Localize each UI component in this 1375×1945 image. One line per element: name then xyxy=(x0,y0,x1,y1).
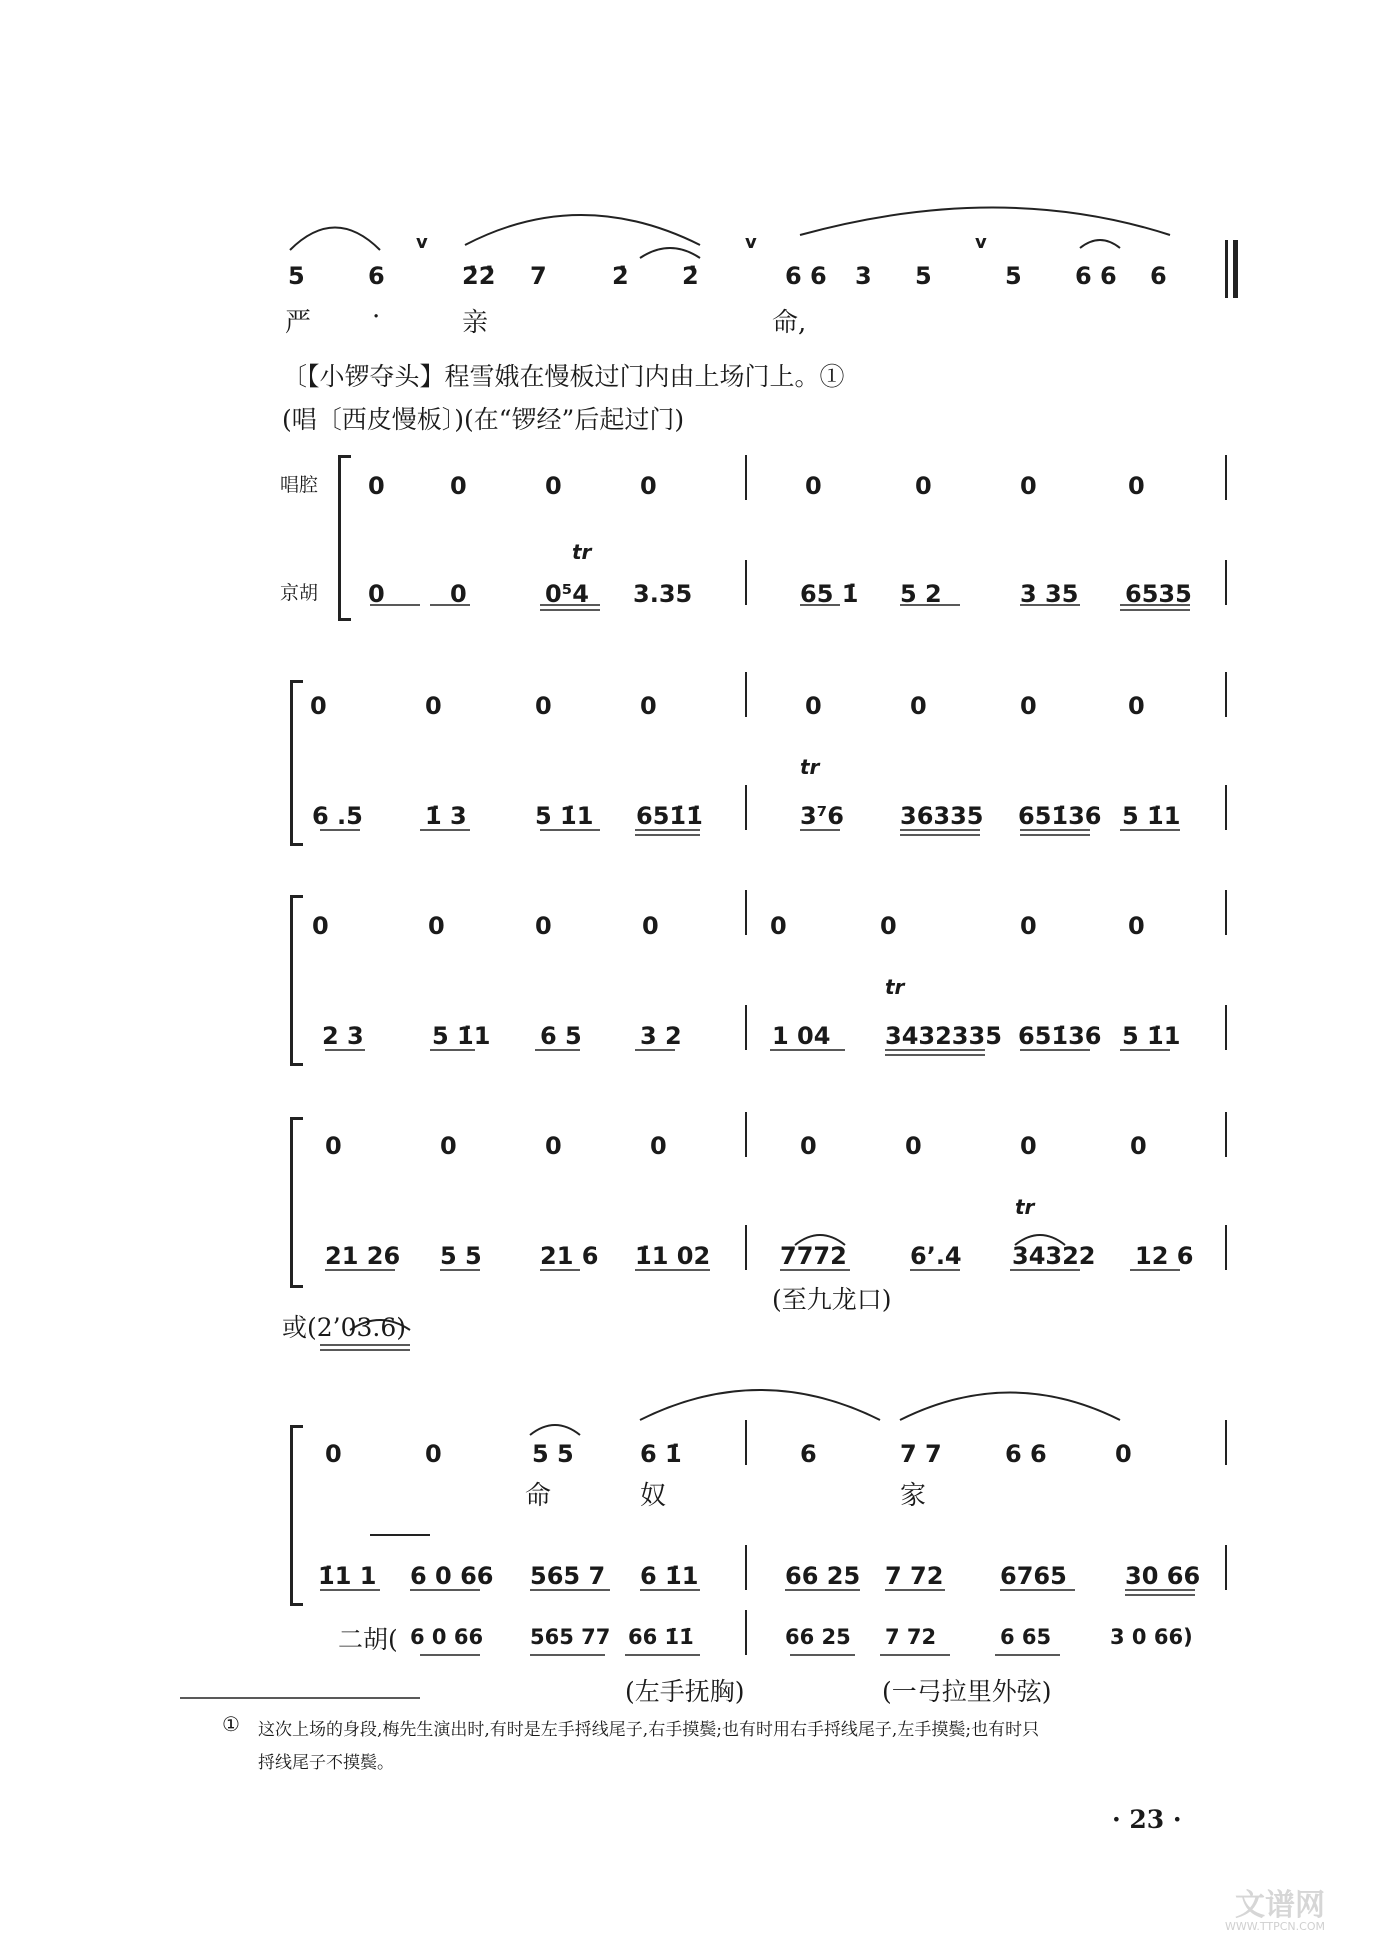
note: 651̇36 xyxy=(1018,802,1102,830)
barline xyxy=(1225,1005,1227,1050)
note: 0 xyxy=(425,692,442,720)
note: 6 .5 xyxy=(312,802,363,830)
note: 6765 xyxy=(1000,1562,1067,1590)
note: 6 1̇ xyxy=(640,1440,682,1468)
note: 6 6 xyxy=(1075,262,1117,290)
note: 7 72 xyxy=(885,1562,944,1590)
note: 651̇1̇ xyxy=(636,802,703,830)
note: 66 1̇1̇ xyxy=(628,1625,694,1649)
alternate-variant: 或(2’03.6) xyxy=(282,1313,407,1342)
system-bracket xyxy=(290,1117,303,1288)
barline xyxy=(745,1225,747,1270)
note: 0 xyxy=(310,692,327,720)
note: 5 xyxy=(915,262,932,290)
barline xyxy=(1225,890,1227,935)
note: 0 xyxy=(805,692,822,720)
note: 5 1̇1 xyxy=(1122,802,1181,830)
note: 21 6 xyxy=(540,1242,599,1270)
footnote-text: 这次上场的身段,梅先生演出时,有时是左手捋线尾子,右手摸鬓;也有时用右手捋线尾子,左手摸鬓;也有时只 xyxy=(258,1720,1040,1740)
watermark-url: WWW.TTPCN.COM xyxy=(1225,1920,1325,1933)
watermark-logo: 文谱网 xyxy=(1235,1888,1325,1923)
note: 0 xyxy=(800,1132,817,1160)
note: 0 xyxy=(640,472,657,500)
barline xyxy=(745,1112,747,1157)
part-label-jinghu: 京胡 xyxy=(280,582,319,604)
slur-mark xyxy=(640,1390,880,1420)
note: 0 xyxy=(425,1440,442,1468)
barline xyxy=(745,785,747,830)
note: 1̇1 1 xyxy=(318,1562,377,1590)
note: 6 6 xyxy=(1005,1440,1047,1468)
note: 6 5 xyxy=(540,1022,582,1050)
part-label-vocal: 唱腔 xyxy=(280,474,319,496)
note: 7 7 xyxy=(900,1440,942,1468)
note: 0 xyxy=(1020,1132,1037,1160)
barline xyxy=(745,1420,747,1465)
note: 0 xyxy=(535,912,552,940)
barline xyxy=(1225,1545,1227,1590)
barline xyxy=(745,1545,747,1590)
note: 0 xyxy=(535,692,552,720)
note: 6 xyxy=(1150,262,1167,290)
note: 0 xyxy=(545,472,562,500)
note: 5 1̇1 xyxy=(535,802,594,830)
note: 2̇2̇ xyxy=(462,262,496,290)
note: 66 25 xyxy=(785,1625,851,1649)
note: 0 xyxy=(910,692,927,720)
note: 0 xyxy=(1020,472,1037,500)
stage-direction: 〔【小锣夺头】程雪娥在慢板过门内由上场门上。① xyxy=(282,362,845,391)
note: 0 xyxy=(1115,1440,1132,1468)
lyric: 奴 xyxy=(640,1481,667,1511)
slur-mark xyxy=(900,1393,1120,1421)
barline xyxy=(1225,1225,1227,1270)
note: 0 xyxy=(640,692,657,720)
note: 5 xyxy=(1005,262,1022,290)
lyric: 命, xyxy=(772,308,807,338)
breath-mark: v xyxy=(975,232,987,253)
note: 66 25 xyxy=(785,1562,861,1590)
barline xyxy=(1225,560,1227,605)
note: 2̇ xyxy=(612,262,629,290)
note: 6 xyxy=(800,1440,817,1468)
note: 7 xyxy=(530,262,547,290)
note: 65 1̇ xyxy=(800,580,859,608)
barline xyxy=(745,455,747,500)
note: 0 xyxy=(1128,912,1145,940)
tempo-marking: (唱〔西皮慢板〕)(在“锣经”后起过门) xyxy=(282,405,685,434)
note: 0 xyxy=(312,912,329,940)
slur-mark xyxy=(800,208,1170,236)
note: 0 xyxy=(368,472,385,500)
note: 6 1̇1 xyxy=(640,1562,699,1590)
footnote-text: 捋线尾子不摸鬓。 xyxy=(258,1753,394,1773)
note: 0 xyxy=(1020,912,1037,940)
system-bracket xyxy=(338,455,351,621)
note: 3 2 xyxy=(640,1022,682,1050)
barline xyxy=(1225,1420,1227,1465)
note: 0 xyxy=(450,472,467,500)
note: 1 04 xyxy=(772,1022,831,1050)
final-barline xyxy=(1233,240,1238,298)
breath-mark: v xyxy=(745,232,757,253)
note: 0 xyxy=(325,1440,342,1468)
breath-mark: v xyxy=(416,232,428,253)
note: 1̇ 3 xyxy=(425,802,467,830)
note: 3 0 66) xyxy=(1110,1625,1193,1649)
barline xyxy=(745,890,747,935)
system-bracket xyxy=(290,680,303,846)
note: 34322 xyxy=(1012,1242,1096,1270)
note: 0 xyxy=(642,912,659,940)
lyric: 命 xyxy=(525,1481,552,1511)
barline xyxy=(745,560,747,605)
note: 21 26 xyxy=(325,1242,401,1270)
trill-mark: tr xyxy=(885,975,905,999)
slur-mark xyxy=(1080,240,1120,248)
note: 6535 xyxy=(1125,580,1192,608)
note: 0⁵4 xyxy=(545,580,589,608)
note: 0 xyxy=(905,1132,922,1160)
note: 3 xyxy=(855,262,872,290)
note: 651̇36 xyxy=(1018,1022,1102,1050)
barline xyxy=(745,1610,747,1655)
system-bracket xyxy=(290,895,303,1066)
barline xyxy=(1225,785,1227,830)
note: 3432335 xyxy=(885,1022,1002,1050)
footnote-marker: ① xyxy=(222,1712,240,1736)
trill-mark: tr xyxy=(1015,1195,1035,1219)
performance-note: (左手抚胸) xyxy=(625,1677,745,1706)
note: 0 xyxy=(770,912,787,940)
note: 0 xyxy=(1128,472,1145,500)
note: 7 72 xyxy=(885,1625,937,1649)
note: 1̇1 02 xyxy=(635,1242,711,1270)
performance-note: (一弓拉里外弦) xyxy=(882,1677,1052,1706)
note: 6’.4 xyxy=(910,1242,962,1270)
note: 0 xyxy=(650,1132,667,1160)
note: 30 66 xyxy=(1125,1562,1201,1590)
barline xyxy=(745,1005,747,1050)
note: 6 65 xyxy=(1000,1625,1052,1649)
page-number: · 23 · xyxy=(1112,1805,1182,1834)
slur-mark xyxy=(465,215,700,245)
slur-mark xyxy=(640,248,700,258)
note: 0 xyxy=(1128,692,1145,720)
note: 5 5 xyxy=(532,1440,574,1468)
note: 2 3 xyxy=(322,1022,364,1050)
note: 5 5 xyxy=(440,1242,482,1270)
note: 0 xyxy=(880,912,897,940)
performance-note: (至九龙口) xyxy=(772,1285,892,1314)
note: 0 xyxy=(805,472,822,500)
note: 3 35 xyxy=(1020,580,1079,608)
note: 565 7 xyxy=(530,1562,606,1590)
note: 2̇ xyxy=(682,262,699,290)
note: 0 xyxy=(450,580,467,608)
lyric: · xyxy=(372,302,381,332)
slur-mark xyxy=(530,1425,580,1435)
note: 7772 xyxy=(780,1242,847,1270)
barline xyxy=(1225,672,1227,717)
lyric: 严 xyxy=(285,308,312,338)
note: 5 xyxy=(288,262,305,290)
note: 5 2 xyxy=(900,580,942,608)
note: 3.35 xyxy=(633,580,693,608)
note: 5 1̇1 xyxy=(432,1022,491,1050)
note: 3⁷6 xyxy=(800,802,844,830)
lyric: 家 xyxy=(900,1481,927,1511)
note: 0 xyxy=(915,472,932,500)
trill-mark: tr xyxy=(572,540,592,564)
note: 0 xyxy=(1130,1132,1147,1160)
final-barline xyxy=(1225,240,1228,298)
slur-mark xyxy=(290,228,380,251)
barline xyxy=(1225,455,1227,500)
note: 0 xyxy=(325,1132,342,1160)
note: 6 6 xyxy=(785,262,827,290)
barline xyxy=(745,672,747,717)
note: 6 0 66 xyxy=(410,1562,494,1590)
note: 0 xyxy=(440,1132,457,1160)
note: 565 77 xyxy=(530,1625,611,1649)
note: 12 6 xyxy=(1135,1242,1194,1270)
note: 0 xyxy=(545,1132,562,1160)
note: 6 0 66 xyxy=(410,1625,484,1649)
note: 0 xyxy=(1020,692,1037,720)
note: 0 xyxy=(368,580,385,608)
note: 36335 xyxy=(900,802,984,830)
barline xyxy=(1225,1112,1227,1157)
lyric: 亲 xyxy=(462,308,489,338)
trill-mark: tr xyxy=(800,755,820,779)
note: 6 xyxy=(368,262,385,290)
note: 0 xyxy=(428,912,445,940)
note: 5 1̇1 xyxy=(1122,1022,1181,1050)
system-bracket xyxy=(290,1425,303,1606)
erhu-label: 二胡( xyxy=(338,1625,398,1654)
